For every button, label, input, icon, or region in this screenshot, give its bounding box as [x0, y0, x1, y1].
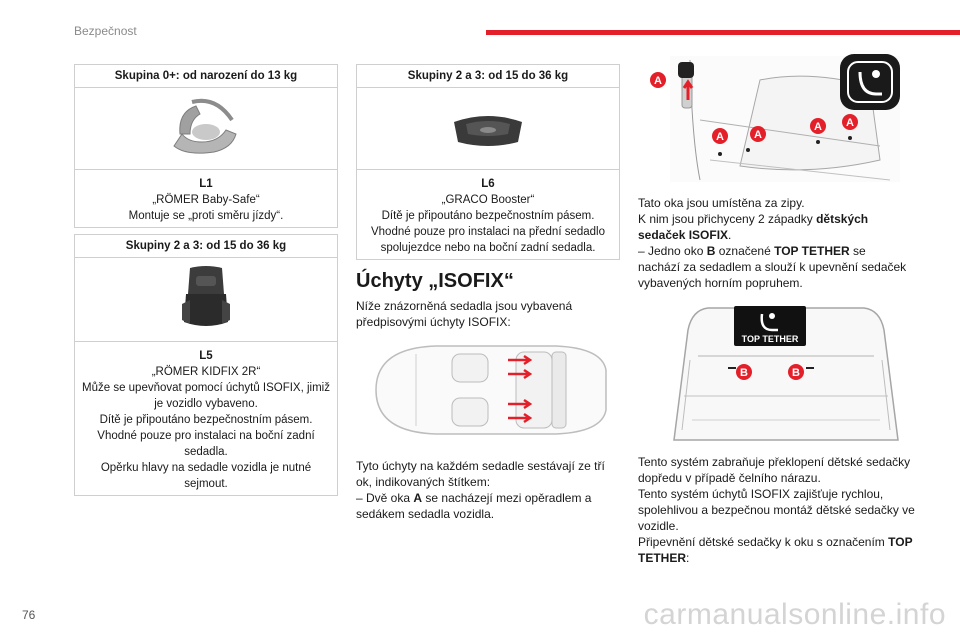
child-seat-image	[75, 258, 337, 342]
top-tether-label: TOP TETHER	[741, 334, 799, 344]
seat-text-line: „RÖMER KIDFIX 2R“	[151, 366, 261, 378]
text-fragment: – Dvě oka	[356, 491, 414, 505]
isofix-seats-text: dětských sedaček ISOFIX	[638, 212, 869, 242]
seat-text-line: Opěrku hlavy na sedadle vozidla je nutné sejmout.	[100, 462, 312, 490]
attach-text	[638, 534, 918, 566]
top-tether-label-text: TOP TETHER	[774, 244, 850, 258]
rear-seat-anchors-figure	[640, 50, 906, 188]
text-fragment: se nachází za sedadlem a slouží k upevnění sedaček vybavených horním popruhem.	[638, 244, 907, 290]
isofix-text-zippers	[638, 195, 908, 291]
text-fragment: .	[728, 228, 732, 242]
seat-text-line: Vhodné pouze pro instalaci na boční zadní sedadla.	[97, 430, 315, 458]
car-top-view-figure	[356, 340, 618, 440]
label-a: A	[814, 121, 822, 133]
text-fragment: Připevnění dětské sedačky k oku s označením	[638, 535, 889, 549]
seat-text-line: Montuje se „proti směru jízdy“.	[128, 210, 284, 222]
tipping-text: Tento systém zabraňuje překlopení dětské sedačky dopředu v případě čelního nárazu.	[638, 455, 911, 485]
booster-seat-with-back-illustration	[176, 264, 236, 336]
watermark: carmanualsonline.info	[643, 598, 946, 631]
text-fragment: K nim jsou přichyceny 2 západky	[638, 212, 817, 226]
label-a: A	[754, 129, 762, 141]
seat-text-line: Vhodné pouze pro instalaci na přední sedadlo spolujezdce nebo na boční zadní sedadla.	[370, 226, 605, 254]
table-heading: Skupiny 2 a 3: od 15 do 36 kg	[75, 235, 337, 258]
page-number: 76	[22, 608, 36, 622]
label-a: A	[716, 131, 724, 143]
seat-code: L6	[481, 178, 495, 190]
anchors-item-a	[356, 490, 616, 522]
baby-carrier-illustration	[166, 94, 246, 164]
table-heading: Skupina 0+: od narození do 13 kg	[75, 65, 337, 88]
latches-text	[638, 211, 908, 243]
child-seat-table-l1	[74, 64, 338, 228]
seat-text-line: Dítě je připoutáno bezpečnostním pásem.	[381, 210, 595, 222]
top-tether-text	[638, 243, 908, 291]
isofix-text-benefits	[638, 454, 918, 566]
label-b-text: B	[706, 244, 716, 258]
label-a: A	[846, 117, 854, 129]
top-tether-label-text: TOP TETHER	[638, 535, 913, 565]
child-seat-table-l6	[356, 64, 620, 260]
isofix-heading: Úchyty „ISOFIX“	[356, 270, 514, 292]
seat-text-line: Může se upevňovat pomocí úchytů ISOFIX, jimiž je vozidlo vybaveno.	[82, 382, 330, 410]
label-b: B	[792, 367, 800, 379]
label-a: A	[654, 75, 662, 87]
child-seat-image	[75, 88, 337, 170]
text-fragment: :	[686, 551, 690, 565]
text-fragment: – Jedno oko	[638, 244, 707, 258]
mounting-text: Tento systém úchytů ISOFIX zajišťuje rychlou, spolehlivou a bezpečnou montáž dětské sedačky ve vozidle.	[638, 487, 915, 533]
seat-code: L1	[199, 178, 213, 190]
booster-cushion-illustration	[448, 104, 528, 154]
header-accent-bar	[486, 30, 960, 35]
label-a-text: A	[413, 491, 423, 505]
anchors-description: Tyto úchyty na každém sedadle sestávají ze tří ok, indikovaných štítkem:	[356, 459, 605, 489]
zippers-text: Tato oka jsou umístěna za zipy.	[638, 196, 805, 210]
child-seat-table-l5	[74, 234, 338, 496]
text-fragment: se nacházejí mezi opěradlem a sedákem sedadla vozidla.	[356, 491, 592, 521]
trunk-top-tether-figure	[668, 300, 904, 450]
seat-text-line: Dítě je připoutáno bezpečnostním pásem.	[99, 414, 313, 426]
section-title: Bezpečnost	[74, 24, 137, 38]
isofix-text-anchors	[356, 458, 616, 522]
label-b: B	[740, 367, 748, 379]
child-seat-image	[357, 88, 619, 170]
seat-text-line: „GRACO Booster“	[441, 194, 535, 206]
table-heading: Skupiny 2 a 3: od 15 do 36 kg	[357, 65, 619, 88]
seat-text-line: „RÖMER Baby-Safe“	[152, 194, 260, 206]
isofix-intro: Níže znázorněná sedadla jsou vybavená předpisovými úchyty ISOFIX:	[356, 299, 573, 329]
seat-code: L5	[199, 350, 213, 362]
text-fragment: označené	[715, 244, 775, 258]
